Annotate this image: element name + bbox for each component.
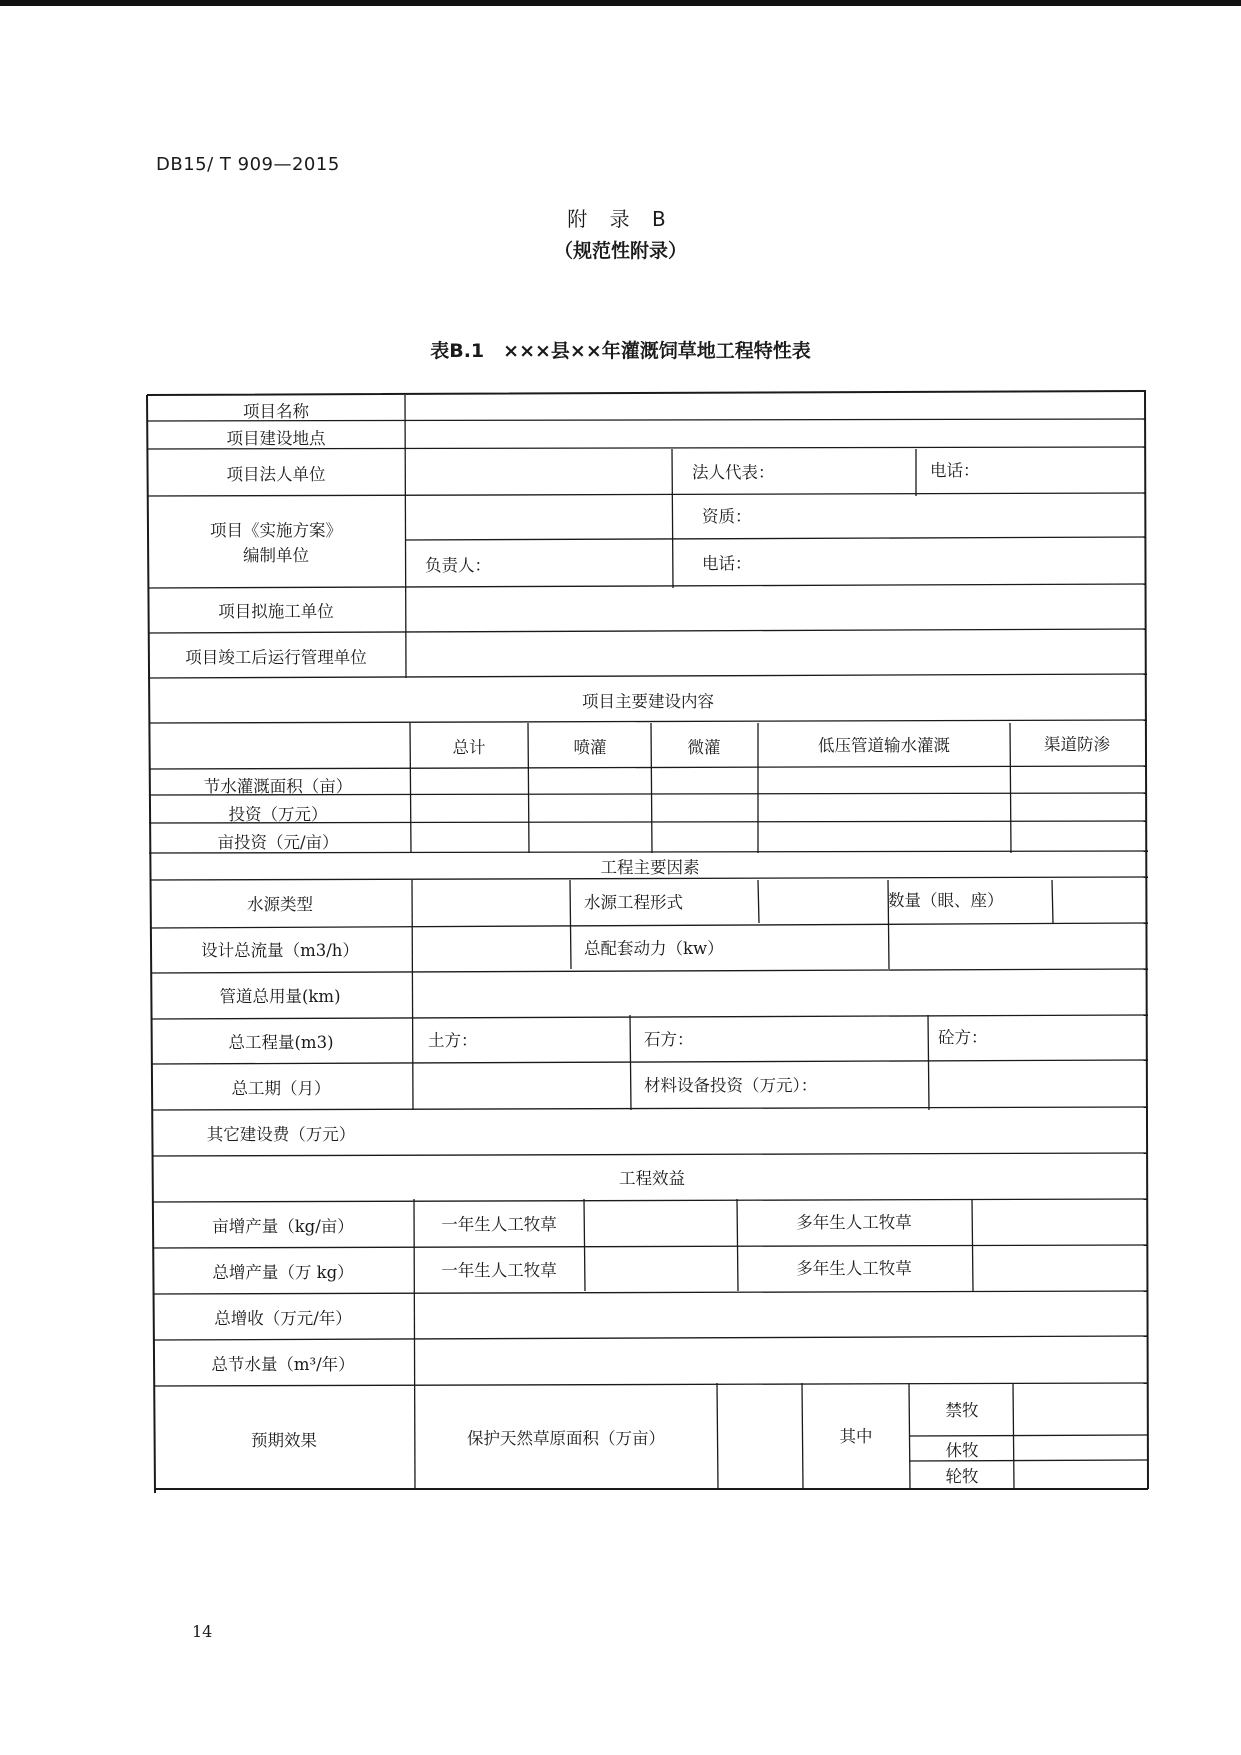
col-drip: 微灌 — [687, 738, 721, 757]
label-perennial-grass-2: 多年生人工牧草 — [796, 1259, 912, 1278]
section-main-content: 项目主要建设内容 — [582, 692, 714, 711]
label-protect-area: 保护天然草原面积（万亩） — [467, 1429, 665, 1448]
col-total: 总计 — [452, 738, 486, 757]
label-perennial-grass-1: 多年生人工牧草 — [796, 1213, 912, 1232]
label-plan-unit-line2: 编制单位 — [243, 546, 309, 565]
label-concrete: 砼方： — [938, 1028, 988, 1047]
col-sprinkler: 喷灌 — [573, 738, 607, 757]
label-operation-unit: 项目竣工后运行管理单位 — [185, 648, 367, 667]
label-legal-entity: 项目法人单位 — [226, 465, 326, 484]
label-grazing-rest: 休牧 — [945, 1441, 979, 1460]
label-water-source-type: 水源类型 — [247, 895, 313, 914]
label-total-income: 总增收（万元/年） — [214, 1309, 352, 1328]
label-grazing-ban: 禁牧 — [945, 1401, 979, 1420]
label-annual-grass-2: 一年生人工牧草 — [441, 1261, 557, 1280]
table-caption: 表B.1 ×××县××年灌溉饲草地工程特性表 — [430, 340, 811, 362]
row-irrigation-area: 节水灌溉面积（亩） — [203, 777, 353, 796]
label-legal-rep: 法人代表： — [692, 463, 775, 482]
annex-subtitle: （规范性附录） — [553, 240, 687, 262]
label-other-invest: 其它建设费（万元） — [206, 1125, 356, 1144]
section-main-factors: 工程主要因素 — [600, 858, 700, 877]
annex-title: 附 录 B — [567, 207, 674, 231]
label-project-name: 项目名称 — [243, 402, 309, 421]
row-per-mu-investment: 亩投资（元/亩） — [217, 833, 339, 852]
label-phone-2: 电话： — [702, 554, 752, 573]
label-total-period: 总工期（月） — [231, 1079, 331, 1098]
label-plan-unit-line1: 项目《实施方案》 — [210, 521, 342, 540]
label-person-in-charge: 负责人： — [425, 556, 491, 575]
label-annual-grass-1: 一年生人工牧草 — [441, 1215, 557, 1234]
label-stone: 石方： — [644, 1030, 694, 1049]
section-benefits: 工程效益 — [619, 1169, 685, 1188]
label-phone-1: 电话： — [930, 461, 980, 480]
label-water-source-form: 水源工程形式 — [584, 893, 683, 912]
label-total-work: 总工程量(m3) — [228, 1033, 334, 1052]
col-channel: 渠道防渗 — [1044, 735, 1110, 754]
label-rotation: 轮牧 — [945, 1467, 979, 1486]
label-qualification: 资质： — [702, 507, 752, 526]
label-total-power: 总配套动力（kw） — [584, 939, 724, 958]
label-quantity: 数量（眼、座） — [888, 891, 1004, 910]
label-yield-per-mu: 亩增产量（kg/亩） — [212, 1217, 354, 1236]
page-number: 14 — [192, 1622, 213, 1641]
label-project-location: 项目建设地点 — [226, 429, 326, 448]
label-earth: 土方： — [428, 1031, 478, 1050]
row-investment: 投资（万元） — [228, 805, 328, 824]
col-low-pressure: 低压管道输水灌溉 — [818, 736, 950, 755]
label-among: 其中 — [839, 1427, 873, 1446]
label-total-water-saving: 总节水量（m³/年） — [211, 1355, 355, 1374]
label-pipe-total: 管道总用量(km) — [219, 987, 341, 1006]
label-expected-effect: 预期效果 — [251, 1431, 317, 1450]
label-construction-unit: 项目拟施工单位 — [218, 602, 334, 621]
label-design-flow: 设计总流量（m3/h） — [201, 941, 359, 960]
label-total-yield: 总增产量（万 kg） — [212, 1263, 354, 1282]
document-code: DB15/ T 909—2015 — [156, 154, 340, 175]
label-material-invest: 材料设备投资（万元）： — [644, 1076, 818, 1095]
